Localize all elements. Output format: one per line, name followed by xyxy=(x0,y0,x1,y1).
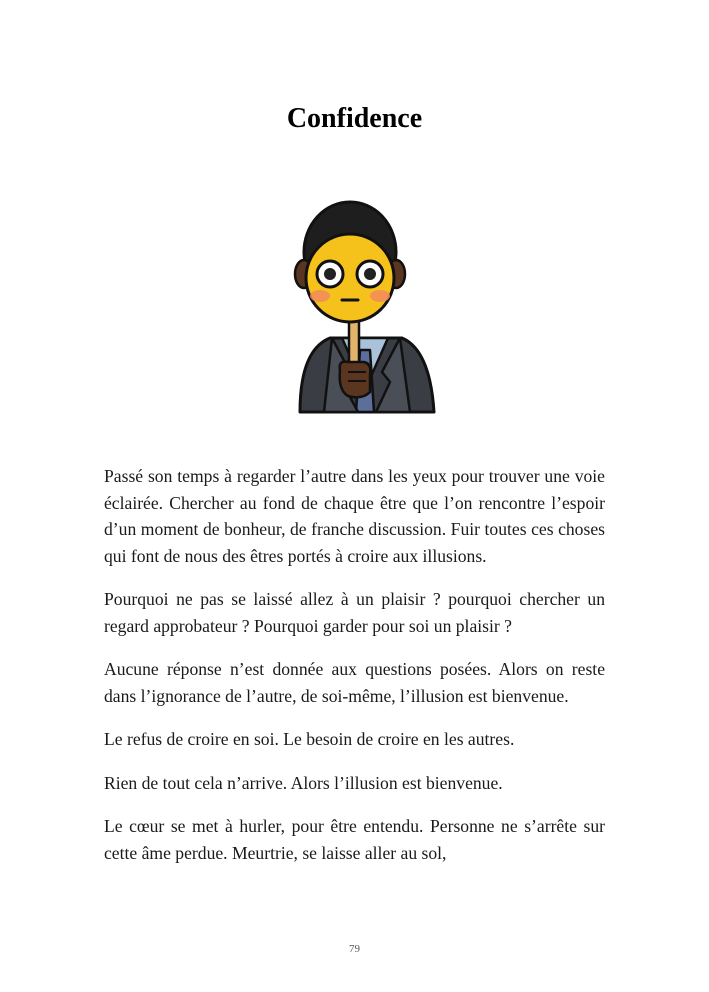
man-holding-emoji-mask-illustration xyxy=(290,200,440,422)
page-number: 79 xyxy=(349,943,360,955)
paragraph: Pourquoi ne pas se laissé allez à un plaisir ? pourquoi chercher un regard approbateur ? Pourquoi garder pour soi un plaisir ? xyxy=(104,589,605,636)
paragraph: Le refus de croire en soi. Le besoin de croire en les autres. xyxy=(104,729,515,749)
paragraph: Le cœur se met à hurler, pour être entendu. Personne ne s’arrête sur cette âme perdue. Meurtrie, se laisse aller au sol, xyxy=(104,816,605,863)
paragraph: Passé son temps à regarder l’autre dans les yeux pour trouver une voie éclairée. Chercher au fond de chaque être que l’on rencontre l’espoir d’un moment de bonheur, de franche discussion. Fuir toutes ces choses qui font de nous des êtres portés à croire aux illusions. xyxy=(104,466,605,566)
paragraph: Aucune réponse n’est donnée aux questions posées. Alors on reste dans l’ignorance de l’autre, de soi-même, l’illusion est bienvenue. xyxy=(104,659,605,706)
paragraph: Rien de tout cela n’arrive. Alors l’illusion est bienvenue. xyxy=(104,772,503,793)
page-title: Confidence xyxy=(286,102,423,134)
body-text xyxy=(104,463,605,883)
